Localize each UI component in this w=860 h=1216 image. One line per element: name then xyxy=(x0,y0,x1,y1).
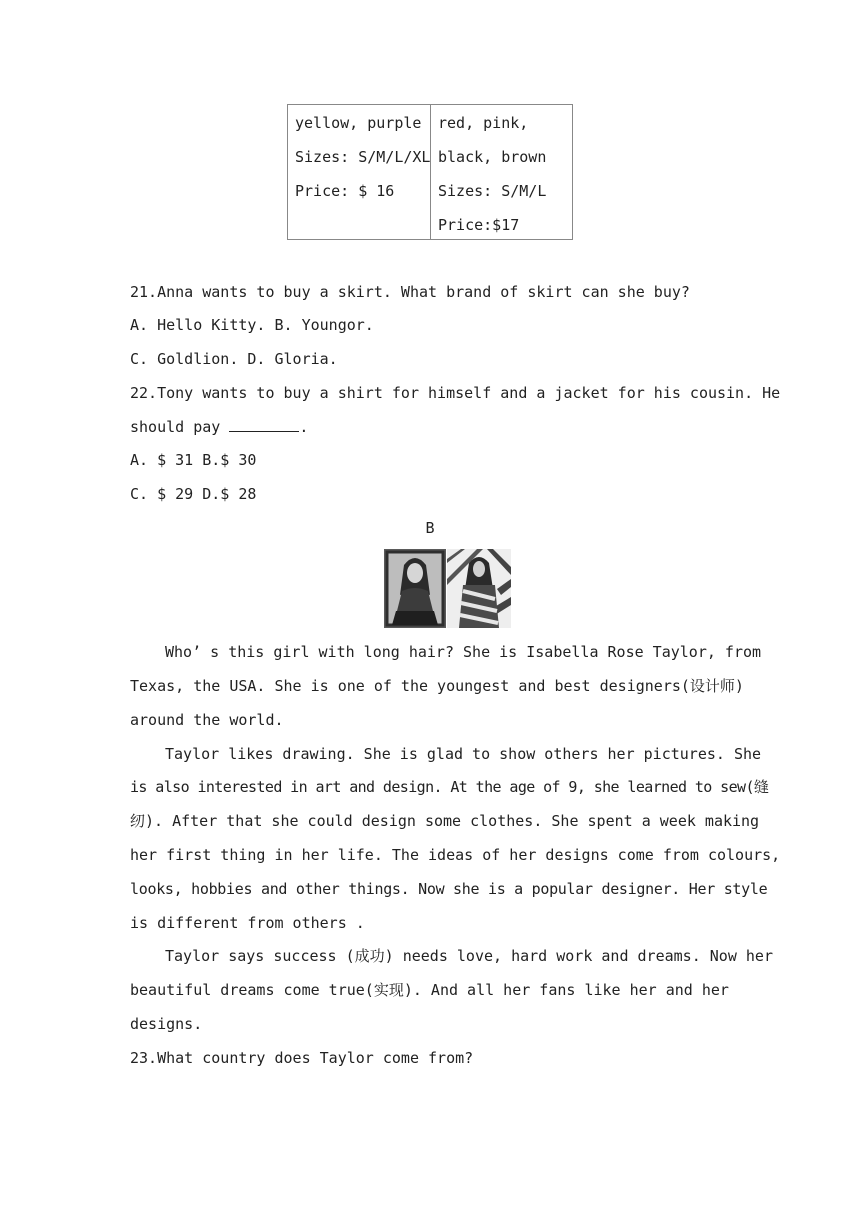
table-text: black, brown xyxy=(438,148,547,166)
question-22-suffix: . xyxy=(299,418,309,436)
passage-line: Who’ s this girl with long hair? She is Isabella Rose Taylor, from xyxy=(165,643,762,661)
taylor-photo-1 xyxy=(384,549,446,628)
question-22-prefix: should pay xyxy=(130,418,230,436)
passage-line: 纫). After that she could design some clothes. She spent a week making xyxy=(130,812,760,830)
table-cell-right xyxy=(431,105,573,239)
passage-line: her first thing in her life. The ideas of her designs come from colours, xyxy=(130,846,781,864)
passage-line: is also interested in art and design. At the age of 9, she learned to sew(缝 xyxy=(130,778,769,796)
table-text: Sizes: S/M/L/XL xyxy=(295,148,431,166)
section-heading: B xyxy=(425,519,435,537)
table-cell-left xyxy=(288,105,431,239)
table-text: Sizes: S/M/L xyxy=(438,182,547,200)
passage-line: designs. xyxy=(130,1015,203,1033)
table-text: red, pink, xyxy=(438,114,529,132)
passage-line: beautiful dreams come true(实现). And all her fans like her and her xyxy=(130,981,729,999)
question-21-options-ab: A. Hello Kitty. B. Youngor. xyxy=(130,316,374,334)
table-text: Price: $ 16 xyxy=(295,182,395,200)
clothing-table xyxy=(287,104,573,240)
passage-line: is different from others . xyxy=(130,914,365,932)
question-23: 23.What country does Taylor come from? xyxy=(130,1049,474,1067)
passage-line: around the world. xyxy=(130,711,284,729)
taylor-photo-2 xyxy=(447,549,511,628)
question-22-continued xyxy=(130,416,730,438)
answer-blank xyxy=(229,417,299,432)
table-text: yellow, purple xyxy=(295,114,422,132)
question-22-options-ab: A. $ 31 B.$ 30 xyxy=(130,451,257,469)
table-text: Price:$17 xyxy=(438,216,520,234)
passage-line: Taylor says success (成功) needs love, hard work and dreams. Now her xyxy=(165,947,773,965)
question-22: 22.Tony wants to buy a shirt for himself and a jacket for his cousin. He xyxy=(130,384,781,402)
question-22-options-cd: C. $ 29 D.$ 28 xyxy=(130,485,257,503)
question-21-options-cd: C. Goldlion. D. Gloria. xyxy=(130,350,338,368)
passage-line: Taylor likes drawing. She is glad to show others her pictures. She xyxy=(165,745,762,763)
passage-line: looks, hobbies and other things. Now she is a popular designer. Her style xyxy=(130,880,768,898)
passage-line: Texas, the USA. She is one of the youngest and best designers(设计师) xyxy=(130,677,744,695)
question-21: 21.Anna wants to buy a skirt. What brand of skirt can she buy? xyxy=(130,283,690,301)
